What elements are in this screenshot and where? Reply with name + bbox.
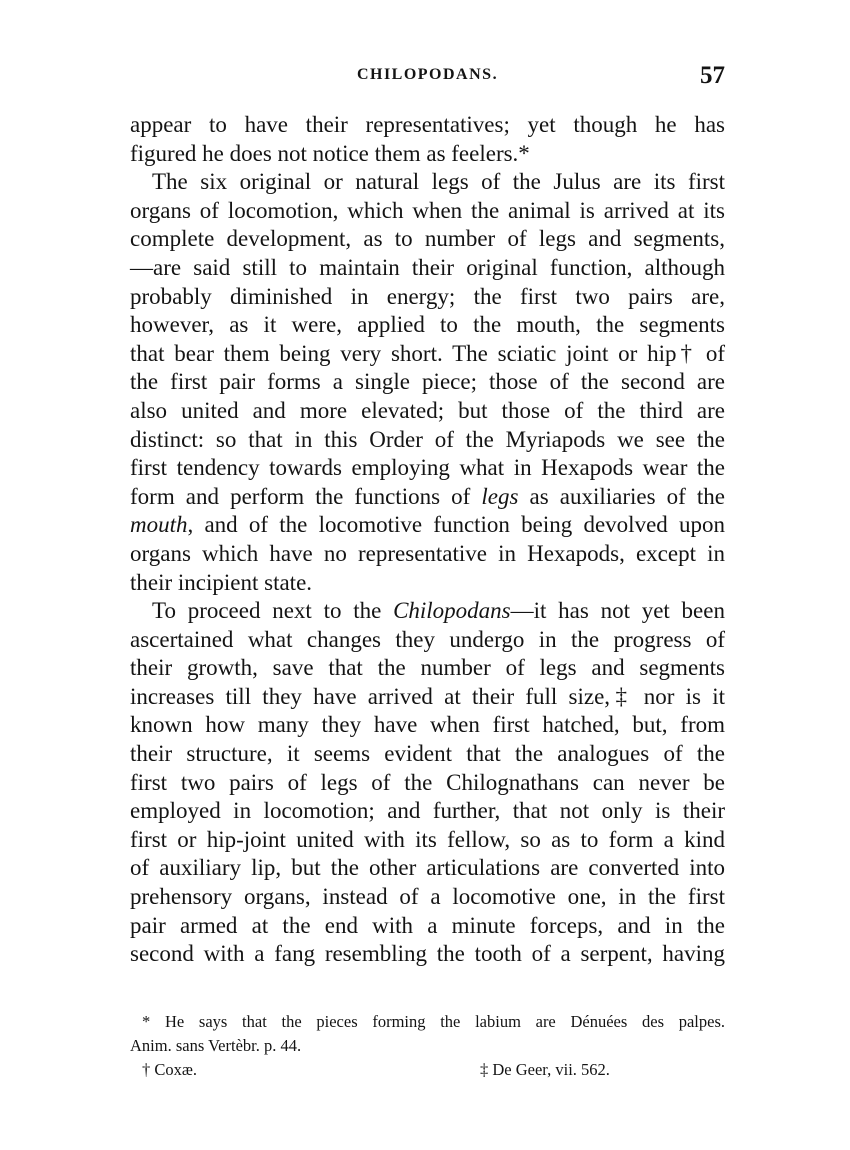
text-line: appear to have their representatives; yet though he has bbox=[130, 112, 725, 137]
text-line: organs of locomotion, which when the animal is arrived at its bbox=[130, 197, 725, 223]
footnote-1-line-1: * He says that the pieces forming the labium are Dénuées des palpes. bbox=[142, 1012, 725, 1031]
text-line: figured he does not notice them as feelers.* bbox=[130, 140, 530, 166]
text-line: their structure, it seems evident that the analogues of the bbox=[130, 741, 725, 767]
text-line: also united and more elevated; but those of the third are bbox=[130, 397, 725, 423]
text-run: as auxiliaries of the bbox=[518, 483, 725, 509]
paragraph-2 bbox=[130, 168, 725, 597]
text-line: their growth, save that the number of legs and segments bbox=[130, 655, 725, 681]
text-line bbox=[130, 597, 725, 626]
text-run: —it has not yet been bbox=[510, 598, 725, 624]
text-line: first two pairs of legs of the Chilognathans can never be bbox=[130, 769, 725, 795]
text-line: second with a fang resembling the tooth of a serpent, having bbox=[130, 941, 725, 967]
text-line: pair armed at the end with a minute forceps, and in the bbox=[130, 912, 725, 938]
italic-word: legs bbox=[481, 483, 519, 509]
text-run: form and perform the functions of bbox=[130, 483, 482, 509]
text-line: first or hip-joint united with its fellow, so as to form a kind bbox=[130, 826, 725, 852]
page-header bbox=[130, 62, 725, 92]
footnote-row bbox=[130, 1058, 725, 1086]
text-line bbox=[130, 511, 725, 540]
text-line: known how many they have when first hatched, but, from bbox=[130, 712, 725, 738]
text-line: complete development, as to number of legs and segments, bbox=[130, 226, 725, 252]
text-line: however, as it were, applied to the mouth, the segments bbox=[130, 312, 725, 338]
footnote-2: † Coxæ. bbox=[142, 1060, 198, 1079]
text-line: increases till they have arrived at their full size,‡ nor is it bbox=[130, 683, 725, 709]
text-line: distinct: so that in this Order of the Myriapods we see the bbox=[130, 426, 725, 452]
text-line: first tendency towards employing what in Hexapods wear the bbox=[130, 455, 725, 481]
italic-word: Chilopodans bbox=[393, 598, 511, 624]
text-line: prehensory organs, instead of a locomotive one, in the first bbox=[130, 884, 725, 910]
italic-word: mouth bbox=[130, 512, 188, 538]
text-line: The six original or natural legs of the Julus are its first bbox=[152, 169, 725, 195]
page-number: 57 bbox=[700, 62, 725, 89]
footnote-3: ‡ De Geer, vii. 562. bbox=[480, 1060, 610, 1079]
text-line: the first pair forms a single piece; those of the second are bbox=[130, 369, 725, 395]
text-line: probably diminished in energy; the first two pairs are, bbox=[130, 283, 725, 309]
text-line: of auxiliary lip, but the other articulations are converted into bbox=[130, 855, 725, 881]
text-line: employed in locomotion; and further, that not only is their bbox=[130, 798, 725, 824]
text-line: their incipient state. bbox=[130, 569, 313, 595]
footnotes bbox=[130, 1010, 725, 1086]
text-line: organs which have no representative in Hexapods, except in bbox=[130, 540, 725, 566]
text-line: —are said still to maintain their original function, although bbox=[130, 254, 725, 280]
running-title: CHILOPODANS. bbox=[356, 66, 499, 83]
text-line bbox=[130, 483, 725, 512]
text-run: To proceed next to the bbox=[152, 598, 394, 624]
paragraph-3 bbox=[130, 597, 725, 969]
text-run: , and of the locomotive function being devolved upon bbox=[187, 512, 725, 538]
text-line: that bear them being very short. The sciatic joint or hip† of bbox=[130, 340, 725, 366]
text-line: ascertained what changes they undergo in the progress of bbox=[130, 626, 725, 652]
body-text bbox=[130, 111, 725, 969]
footnote-1-line-2: Anim. sans Vertèbr. p. 44. bbox=[130, 1036, 302, 1055]
paragraph-1 bbox=[130, 111, 725, 168]
